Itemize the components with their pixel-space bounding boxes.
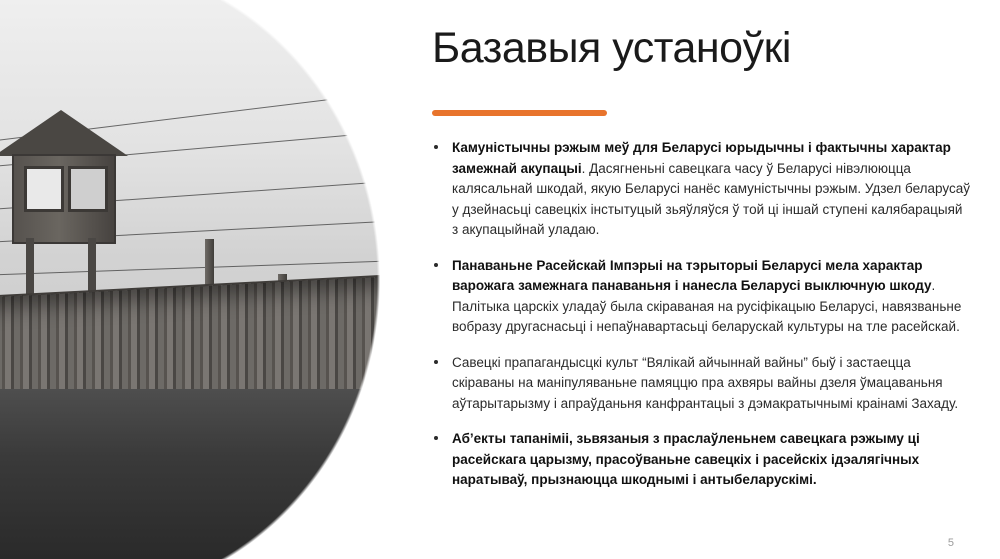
bullet-dot-icon xyxy=(434,436,438,440)
page-number: 5 xyxy=(947,537,954,549)
watchtower-window xyxy=(24,166,64,212)
bullet-dot-icon xyxy=(434,145,438,149)
slide-content xyxy=(432,0,972,559)
bullet-list xyxy=(432,138,972,506)
slide-image xyxy=(0,0,390,559)
list-item-text: Савецкі прапагандысцкі культ “Вялікай айчыннай вайны” быў і застаецца скіраваны на маніпуляваньне памяццю пра ахвяры вайны дзеля ўмацаваньня аўтарытарызму і апраўданьня канфрантацыі з дэмакратычнымі краінамі Захаду. xyxy=(452,354,959,411)
list-item xyxy=(432,353,972,415)
watchtower-photo xyxy=(0,0,390,559)
watchtower-window xyxy=(68,166,108,212)
list-item xyxy=(432,138,972,241)
list-item xyxy=(432,256,972,338)
watchtower-roof xyxy=(0,110,128,156)
list-item-bold-text: Аб’екты тапанімii, зьвязаныя з праслаўленьнем савецкага рэжыму ці расейскага царызму, прасоўваньне савецкіх і расейскіх ідэалягічных наратываў, прызнаюцца шкоднымі і антыбеларускімі. xyxy=(452,431,920,487)
list-item-bold-text: Камуністычны рэжым меў для Беларусі юрыдычны і фактычны характар замежнай акупацыі xyxy=(452,140,951,176)
list-item-text: . Палітыка царскіх уладаў была скіраваная на русіфікацыю Беларусі, навязваньне вобразу другаснасьці і непаўнавартасьці беларускай культуры на тле расейскай. xyxy=(452,278,962,334)
list-item xyxy=(432,429,972,491)
accent-divider xyxy=(432,110,607,116)
list-item-bold-text: Панаваньне Расейскай Імпэрыі на тэрыторыі Беларусі мела характар варожага замежнага панаваньня і нанесла Беларусі выключную шкоду xyxy=(452,257,932,293)
bullet-dot-icon xyxy=(434,263,438,267)
page-title: Базавыя устаноўкі xyxy=(432,24,791,72)
bullet-dot-icon xyxy=(434,360,438,364)
list-item-text: . Дасягненьні савецкага часу ў Беларусі нівэлююцца калясальнай шкодай, якую Беларусі нанёс камуністычны рэжым. Удзел беларусаў у дзейнасьці савецкіх інстытуцый зьяўляўся ў той ці іншай ступені калябарацыяй з акупацыйнай уладаю. xyxy=(452,160,970,237)
photo-ground xyxy=(0,389,390,559)
